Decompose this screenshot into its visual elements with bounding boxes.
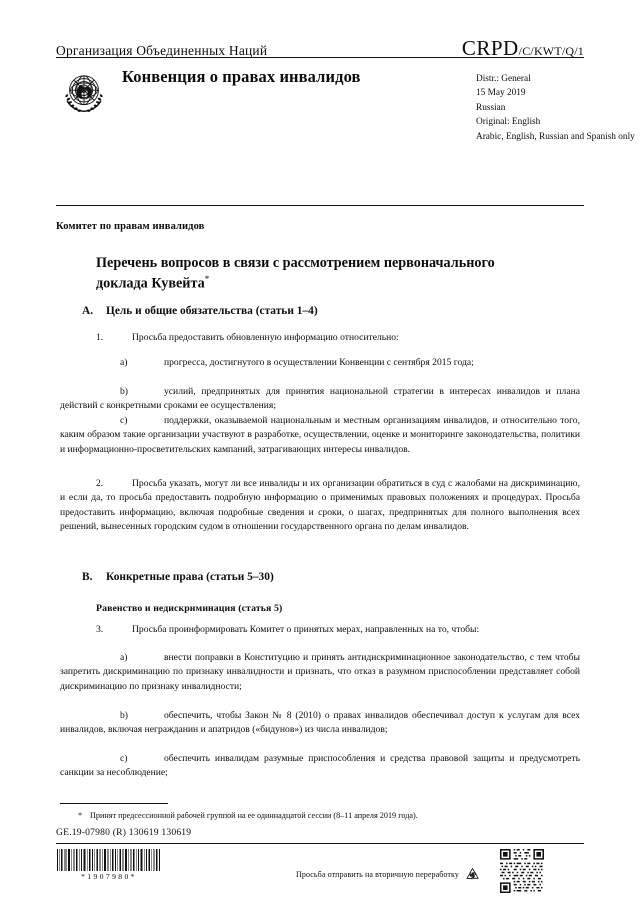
distr-original: Original: English bbox=[476, 117, 541, 128]
paragraph-1a-mark: a) bbox=[120, 357, 128, 368]
distr-languages-note: Arabic, English, Russian and Spanish only bbox=[476, 131, 635, 142]
paragraph-3b-mark: b) bbox=[120, 710, 128, 721]
paragraph-3a-text: внести поправки в Конституцию и принять антидискриминационное законодательство, с тем чтобы запретить дискриминацию по признаку инвалидности и признать, что отказ в разумном приспособлении представляет собой дискриминацию по признаку инвалидности; bbox=[60, 652, 580, 692]
paragraph-1b bbox=[60, 385, 580, 414]
paragraph-1c bbox=[60, 414, 580, 457]
paragraph-1-text: Просьба предоставить обновленную информацию относительно: bbox=[132, 332, 399, 343]
paragraph-3c-text: обеспечить инвалидам разумные приспособления и средства правовой защиты и предусмотреть санкции за несоблюдение; bbox=[60, 753, 580, 779]
paragraph-3a-mark: a) bbox=[120, 652, 128, 663]
committee-name: Комитет по правам инвалидов bbox=[56, 221, 205, 232]
distr-language: Russian bbox=[476, 102, 506, 113]
page-title bbox=[96, 254, 526, 294]
paragraph-1b-text: усилий, предпринятых для принятия национальной стратегии в интересах инвалидов и плана действий с конкретными сроками ее осуществления; bbox=[60, 386, 580, 412]
section-heading-b bbox=[82, 571, 552, 583]
distr-line: Distr.: General bbox=[476, 74, 531, 84]
qr-code bbox=[500, 849, 544, 893]
paragraph-1c-text: поддержки, оказываемой национальным и местным организациям инвалидов, и относительно того, каким образом такие организации участвуют в разработке, осуществлении, оценке и мониторинге законодательства, политики и информационно-просветительских кампаний, затрагивающих интересы инвалидов. bbox=[60, 415, 580, 455]
paragraph-3b-text: обеспечить, чтобы Закон № 8 (2010) о правах инвалидов обеспечивал доступ к услугам для всех инвалидов, включая негражданин и апатридов («бидунов») из числа инвалидов; bbox=[60, 710, 580, 736]
recycle-notice bbox=[296, 866, 481, 883]
section-b-heading: Конкретные права (статьи 5–30) bbox=[106, 571, 274, 583]
distribution-block bbox=[476, 72, 640, 144]
page-title-text: Перечень вопросов в связи с рассмотрением первоначального доклада Кувейта bbox=[96, 255, 495, 292]
paragraph-3-number: 3. bbox=[96, 624, 104, 635]
document-symbol-sub: /C/KWT/Q/1 bbox=[518, 44, 584, 58]
convention-title: Конвенция о правах инвалидов bbox=[122, 67, 361, 86]
header-divider-top bbox=[56, 57, 584, 58]
footnote-text: Принят предсессионной рабочей группой на ее одиннадцатой сессии (8–11 апреля 2019 года). bbox=[90, 811, 418, 820]
paragraph-2-number: 2. bbox=[96, 478, 104, 489]
subheading-equality: Равенство и недискриминация (статья 5) bbox=[96, 603, 283, 614]
distr-date: 15 May 2019 bbox=[476, 88, 526, 99]
paragraph-3c-mark: c) bbox=[120, 753, 128, 764]
paragraph-3a bbox=[60, 651, 580, 694]
paragraph-3b bbox=[60, 709, 580, 738]
paragraph-3c bbox=[60, 752, 580, 781]
section-a-heading: Цель и общие обязательства (статьи 1–4) bbox=[106, 305, 318, 317]
footnote-mark: * bbox=[78, 811, 83, 820]
paragraph-1b-mark: b) bbox=[120, 386, 128, 397]
header-divider-bottom bbox=[56, 205, 584, 206]
organization-name: Организация Объединенных Наций bbox=[56, 43, 268, 58]
footer-divider bbox=[56, 843, 584, 844]
paragraph-1a bbox=[60, 356, 580, 370]
section-heading-a bbox=[82, 305, 552, 317]
document-code: GE.19-07980 (R) 130619 130619 bbox=[56, 827, 192, 838]
masthead bbox=[56, 66, 635, 142]
barcode bbox=[56, 849, 162, 871]
paragraph-1a-text: прогресса, достигнутого в осуществлении Конвенции с сентября 2015 года; bbox=[164, 357, 474, 368]
document-symbol-main: CRPD bbox=[461, 36, 519, 60]
paragraph-2 bbox=[60, 477, 580, 535]
recycle-text: Просьба отправить на вторичную переработку bbox=[296, 870, 459, 879]
paragraph-2-text: Просьба указать, могут ли все инвалиды и их организации обратиться в суд с жалобами на дискриминацию, и если да, то просьба предоставить подробную информацию о применимых правовых положениях и процедурах. Просьба предоставить информацию, включая подробные сведения и сроки, о шагах, предпринятых для полного выполнения всех решений, вынесенных городским судом в отношении государственного органа по делам инвалидов. bbox=[60, 478, 580, 533]
paragraph-1c-mark: c) bbox=[120, 415, 128, 426]
section-a-letter: A. bbox=[82, 305, 94, 317]
footnote bbox=[78, 810, 578, 821]
paragraph-3 bbox=[60, 623, 580, 637]
paragraph-3-text: Просьба проинформировать Комитет о принятых мерах, направленных на то, чтобы: bbox=[132, 624, 480, 635]
un-emblem-icon bbox=[56, 68, 112, 118]
paragraph-1-number: 1. bbox=[96, 332, 104, 343]
section-b-letter: B. bbox=[82, 571, 93, 583]
recycle-icon bbox=[464, 866, 481, 883]
footnote-divider bbox=[60, 803, 168, 804]
barcode-digits: *1907980* bbox=[81, 872, 137, 881]
paragraph-1 bbox=[60, 331, 580, 345]
title-footnote-mark: * bbox=[204, 274, 210, 285]
